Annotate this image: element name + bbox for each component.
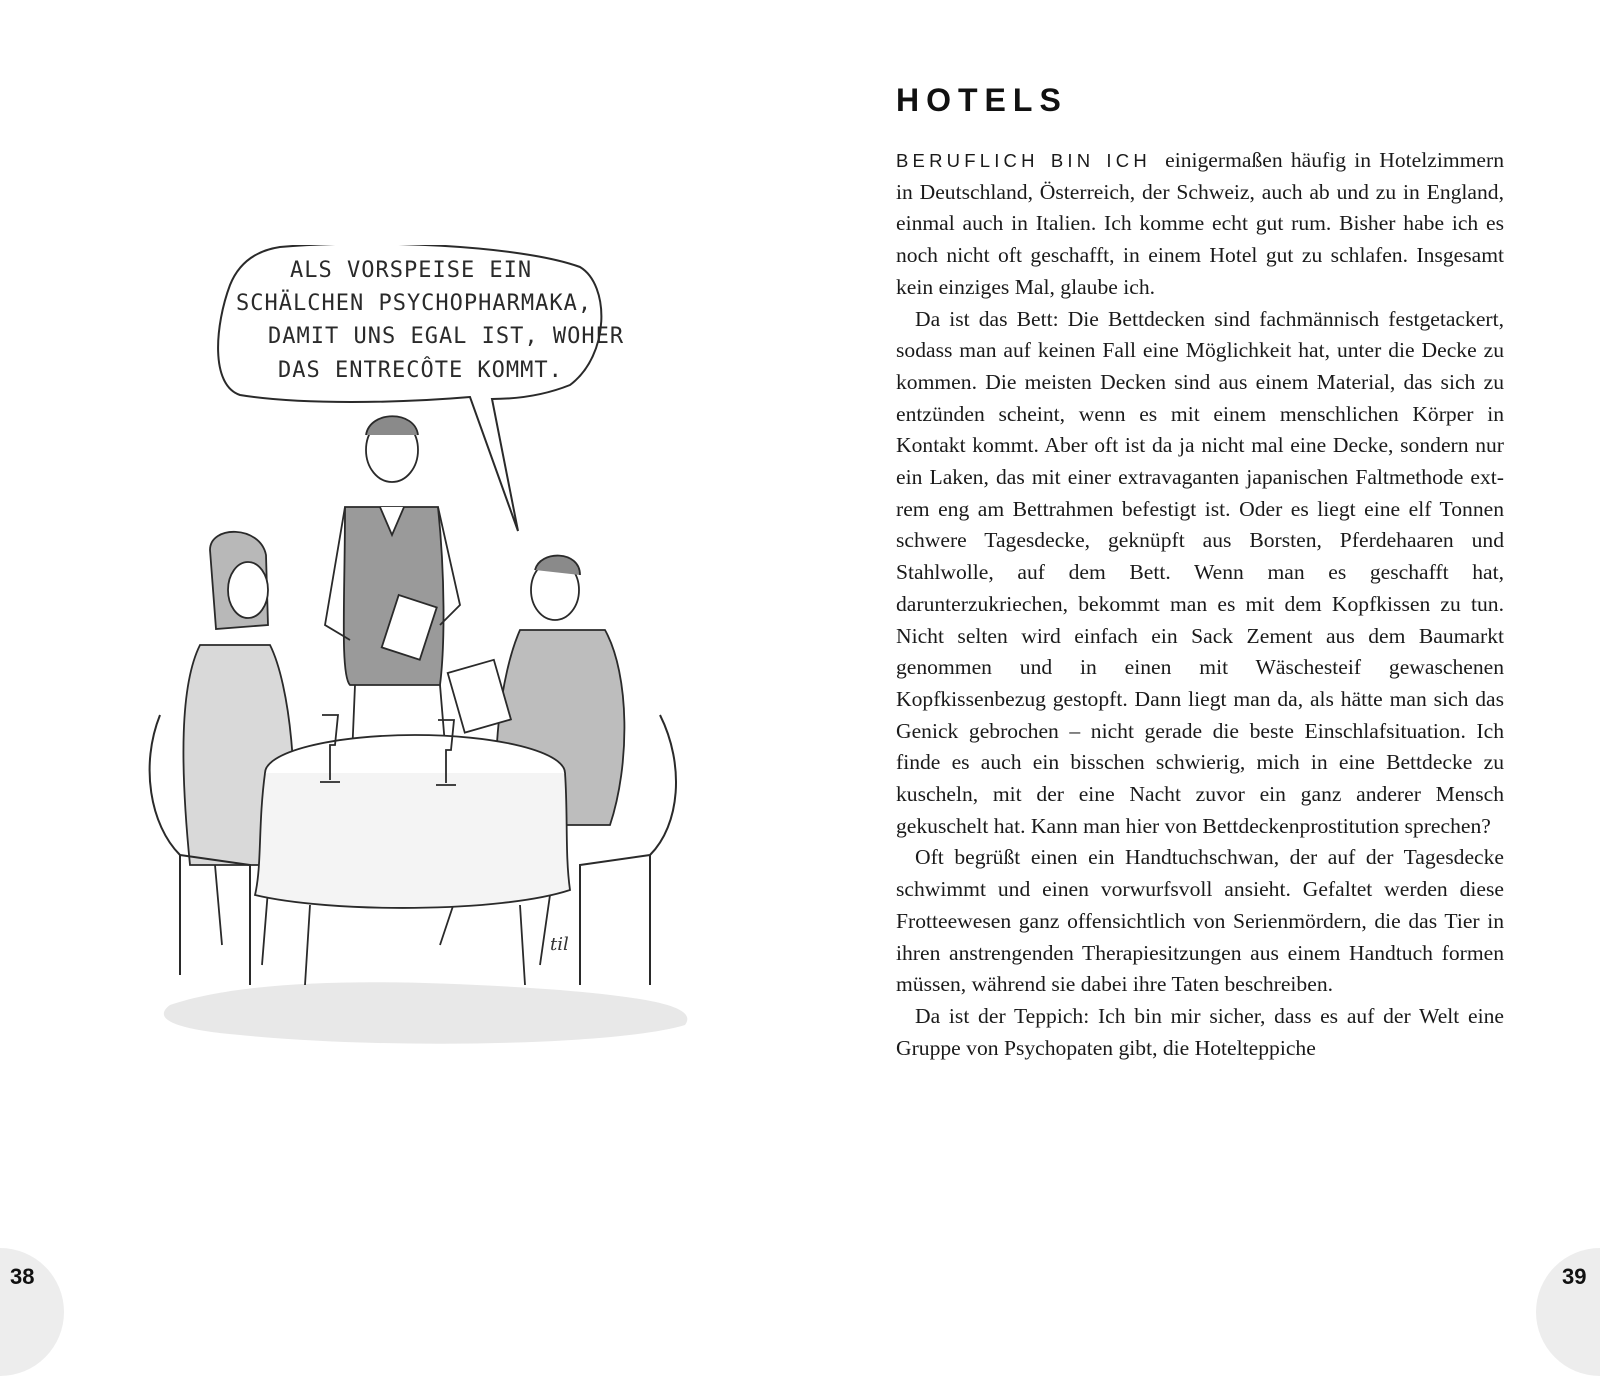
artist-signature: til — [550, 934, 569, 955]
paragraph-1-text: einigermaßen häufig in Hotelzimmern in Deutschland, Österreich, der Schweiz, auch ab und zu in England, einmal auch in Italien. Ich komme echt gut rum. Bisher habe ich es noch nicht oft geschafft, in einem Hotel gut zu schlafen. Insgesamt kein einziges Mal, glaube ich. — [896, 148, 1504, 299]
paragraph-2: Da ist das Bett: Die Bettdecken sind fachmännisch festgetackert, sodass man auf keinen Fall eine Möglichkeit hat, unter die Decke zu kommen. Die meisten Decken sind aus einem Material, das sich zu entzünden scheint, wenn es mit einem menschlichen Körper in Kontakt kommt. Aber oft ist da ja nicht mal eine Decke, sondern nur ein Laken, das mit einer extravaganten japanischen Faltmethode extrem eng am Bettrahmen befestigt ist. Oder es liegt eine elf Tonnen schwere Tagesdecke, geknüpft aus Borsten, Pferdehaaren und Stahlwolle, auf dem Bett. Wenn man es geschafft hat, darunterzukriechen, bekommt man es mit dem Kopfkissen zu tun. Nicht selten wird einfach ein Sack Zement aus dem Baumarkt genommen und in einen mit Wäschesteif gewaschenen Kopfkissenbezug gestopft. Dann liegt man da, als hätte man sich das Genick gebrochen – nicht gerade die beste Einschlafsituation. Ich finde es auch ein bisschen schwierig, mich in eine Bettdecke zu kuscheln, mit der eine Nacht zuvor ein ganz anderer Mensch gekuschelt hat. Kann man hier von Bettdeckenprostitution sprechen? — [896, 306, 1504, 838]
bubble-line-2: SCHÄLCHEN PSYCHOPHARMAKA, — [236, 291, 593, 316]
cartoon-illustration — [140, 245, 710, 1065]
speech-bubble — [218, 245, 624, 531]
page-number-left: 38 — [10, 1264, 35, 1289]
paragraph-3: Oft begrüßt einen ein Handtuchschwan, der auf der Tagesdecke schwimmt und einen vorwurfsvoll ansieht. Gefaltet werden diese Frotteewesen ganz offensichtlich von Serienmördern, die das Tier in ihren anstrengenden Therapiesitzungen aus einem Handtuch formen müssen, während sie dabei ihre Taten beschreiben. — [896, 845, 1504, 997]
bubble-line-3: DAMIT UNS EGAL IST, WOHER — [268, 324, 625, 349]
paragraph-1 — [896, 145, 1504, 304]
left-page — [0, 0, 800, 1312]
paragraph-4: Da ist der Teppich: Ich bin mir sicher, dass es auf der Welt eine Gruppe von Psychopaten gibt, die Hotelteppiche — [896, 1003, 1504, 1060]
page-number-tab-left — [0, 1248, 64, 1376]
page-number-tab-right — [1536, 1248, 1600, 1376]
floor-shadow — [164, 982, 687, 1043]
page-number-right: 39 — [1562, 1264, 1587, 1289]
table — [255, 715, 570, 985]
right-page — [800, 0, 1600, 1312]
bubble-line-1: ALS VORSPEISE EIN — [290, 258, 533, 283]
lead-in-smallcaps: BERUFLICH BIN ICH — [896, 150, 1151, 171]
bubble-line-4: DAS ENTRECÔTE KOMMT. — [278, 358, 563, 383]
chapter-title: HOTELS — [896, 82, 1068, 118]
chapter-body — [896, 145, 1504, 1064]
